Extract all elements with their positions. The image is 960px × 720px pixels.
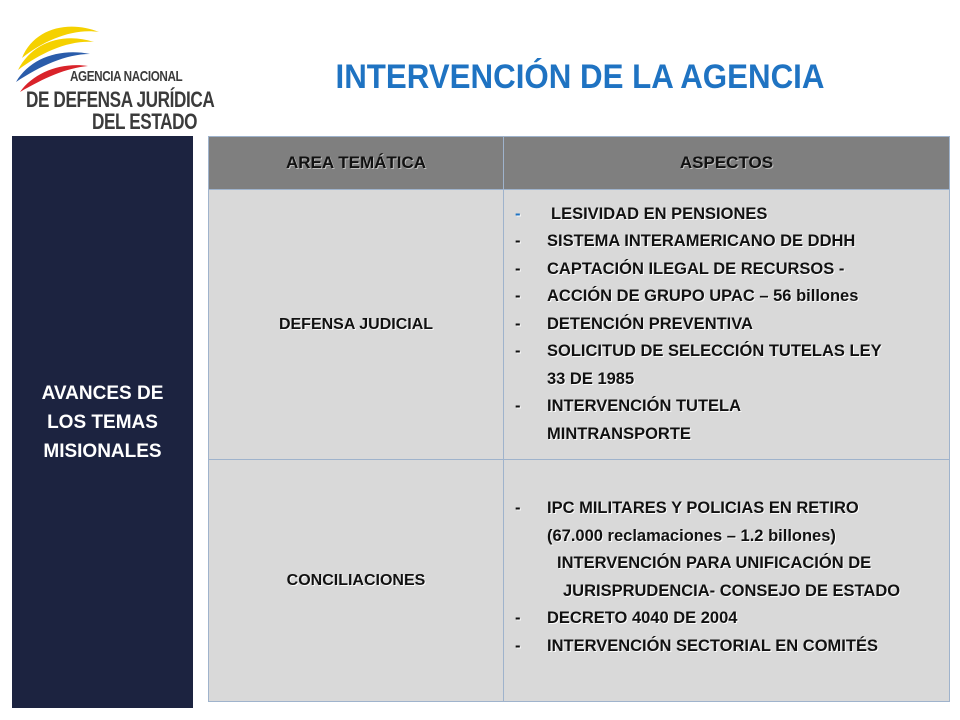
list-item: - IPC MILITARES Y POLICIAS EN RETIRO [209,495,939,523]
table-row [209,460,950,702]
topics-table [208,136,950,702]
header-area: AREA TEMÁTICA [209,137,504,190]
list-item: - DECRETO 4040 DE 2004 [209,605,939,633]
table-header-row [209,137,950,190]
aspects-cell [504,460,950,702]
list-item: - ACCIÓN DE GRUPO UPAC – 56 billones [209,283,939,311]
list-item: - SISTEMA INTERAMERICANO DE DDHH [209,228,939,256]
logo-line-2: DE DEFENSA JURÍDICA [26,87,215,112]
list-item: - DETENCIÓN PREVENTIVA [209,311,939,339]
list-item-continuation: 33 DE 1985 [547,369,635,388]
area-conciliaciones: CONCILIACIONES [209,460,504,702]
table-row [209,190,950,460]
bullet-dash: - [515,342,521,361]
list-item-continuation: INTERVENCIÓN PARA UNIFICACIÓN DE [557,554,872,572]
list-item-continuation: MINTRANSPORTE [547,424,691,443]
list-item: - SOLICITUD DE SELECCIÓN TUTELAS LEY [209,338,939,366]
bullet-dash: - [515,499,521,517]
list-item: - INTERVENCIÓN SECTORIAL EN COMITÉS [209,633,939,661]
logo-line-3: DEL ESTADO [92,109,198,134]
bullet-dash: - [515,397,521,416]
list-item-continuation: (67.000 reclamaciones – 1.2 billones) [547,526,836,545]
agency-logo [14,18,215,136]
bullet-dash: - [515,609,521,627]
list-item-continuation: JURISPRUDENCIA- CONSEJO DE ESTADO [563,581,901,600]
bullet-dash: - [515,287,521,306]
logo-line-1: AGENCIA NACIONAL [70,68,183,85]
bullet-dash: - [515,232,521,251]
page-title: INTERVENCIÓN DE LA AGENCIA [335,58,825,96]
bullet-dash: - [515,314,521,333]
aspects-cell [504,190,950,460]
list-item: - INTERVENCIÓN TUTELA [209,393,939,421]
bullet-dash: - [515,636,521,655]
aspects-list [209,495,939,660]
list-item: - LESIVIDAD EN PENSIONES [209,201,939,229]
list-item: - CAPTACIÓN ILEGAL DE RECURSOS - [209,256,939,284]
aspects-list [209,201,939,449]
bullet-dash: - [515,259,521,278]
bullet-dash: - [515,204,521,223]
area-defensa-judicial: DEFENSA JUDICIAL [209,190,504,460]
side-panel-label: AVANCES DE LOS TEMAS MISIONALES [41,382,164,462]
side-panel [12,136,193,708]
header-aspects: ASPECTOS [504,137,950,190]
